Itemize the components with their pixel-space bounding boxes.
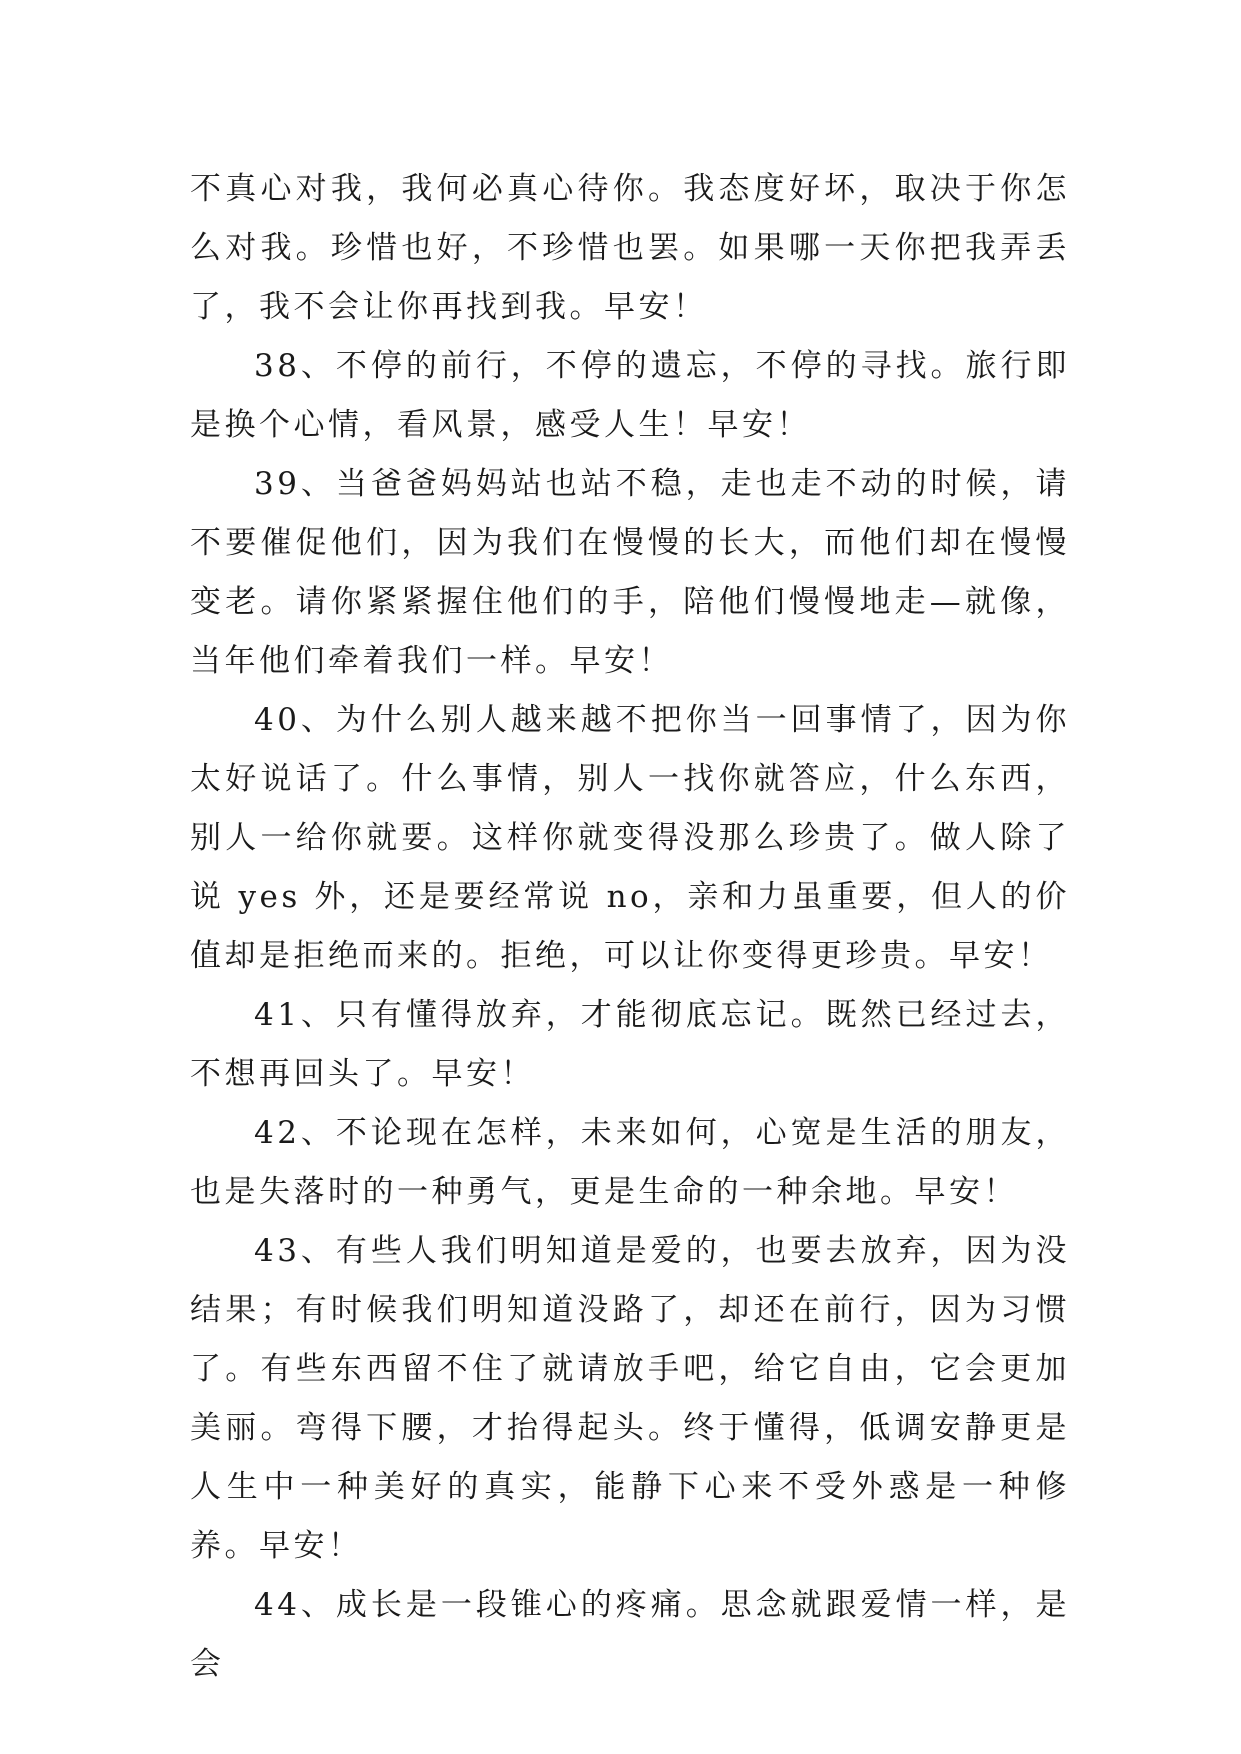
paragraph-41: 41、只有懂得放弃，才能彻底忘记。既然已经过去，不想再回头了。早安！ <box>190 997 1070 1092</box>
paragraph-38: 38、不停的前行，不停的遗忘，不停的寻找。旅行即是换个心情，看风景，感受人生！早安！ <box>190 348 1070 443</box>
document-body <box>190 160 1070 1694</box>
paragraph-42: 42、不论现在怎样，未来如何，心宽是生活的朋友，也是失落时的一种勇气，更是生命的一种余地。早安！ <box>190 1115 1070 1210</box>
paragraph-39: 39、当爸爸妈妈站也站不稳，走也走不动的时候，请不要催促他们，因为我们在慢慢的长大，而他们却在慢慢变老。请你紧紧握住他们的手，陪他们慢慢地走—就像，当年他们牵着我们一样。早安！ <box>190 466 1070 679</box>
paragraph-43: 43、有些人我们明知道是爱的，也要去放弃，因为没结果；有时候我们明知道没路了，却还在前行，因为习惯了。有些东西留不住了就请放手吧，给它自由，它会更加美丽。弯得下腰，才抬得起头。终于懂得，低调安静更是人生中一种美好的真实，能静下心来不受外惑是一种修养。早安！ <box>190 1233 1070 1564</box>
paragraph-40: 40、为什么别人越来越不把你当一回事情了，因为你太好说话了。什么事情，别人一找你就答应，什么东西，别人一给你就要。这样你就变得没那么珍贵了。做人除了说 yes 外，还是要经常说 no，亲和力虽重要，但人的价值却是拒绝而来的。拒绝，可以让你变得更珍贵。早安！ <box>190 702 1070 974</box>
paragraph-intro: 不真心对我，我何必真心待你。我态度好坏，取决于你怎么对我。珍惜也好，不珍惜也罢。如果哪一天你把我弄丢了，我不会让你再找到我。早安！ <box>190 171 1070 325</box>
paragraph-44: 44、成长是一段锥心的疼痛。思念就跟爱情一样，是会 <box>190 1587 1070 1682</box>
